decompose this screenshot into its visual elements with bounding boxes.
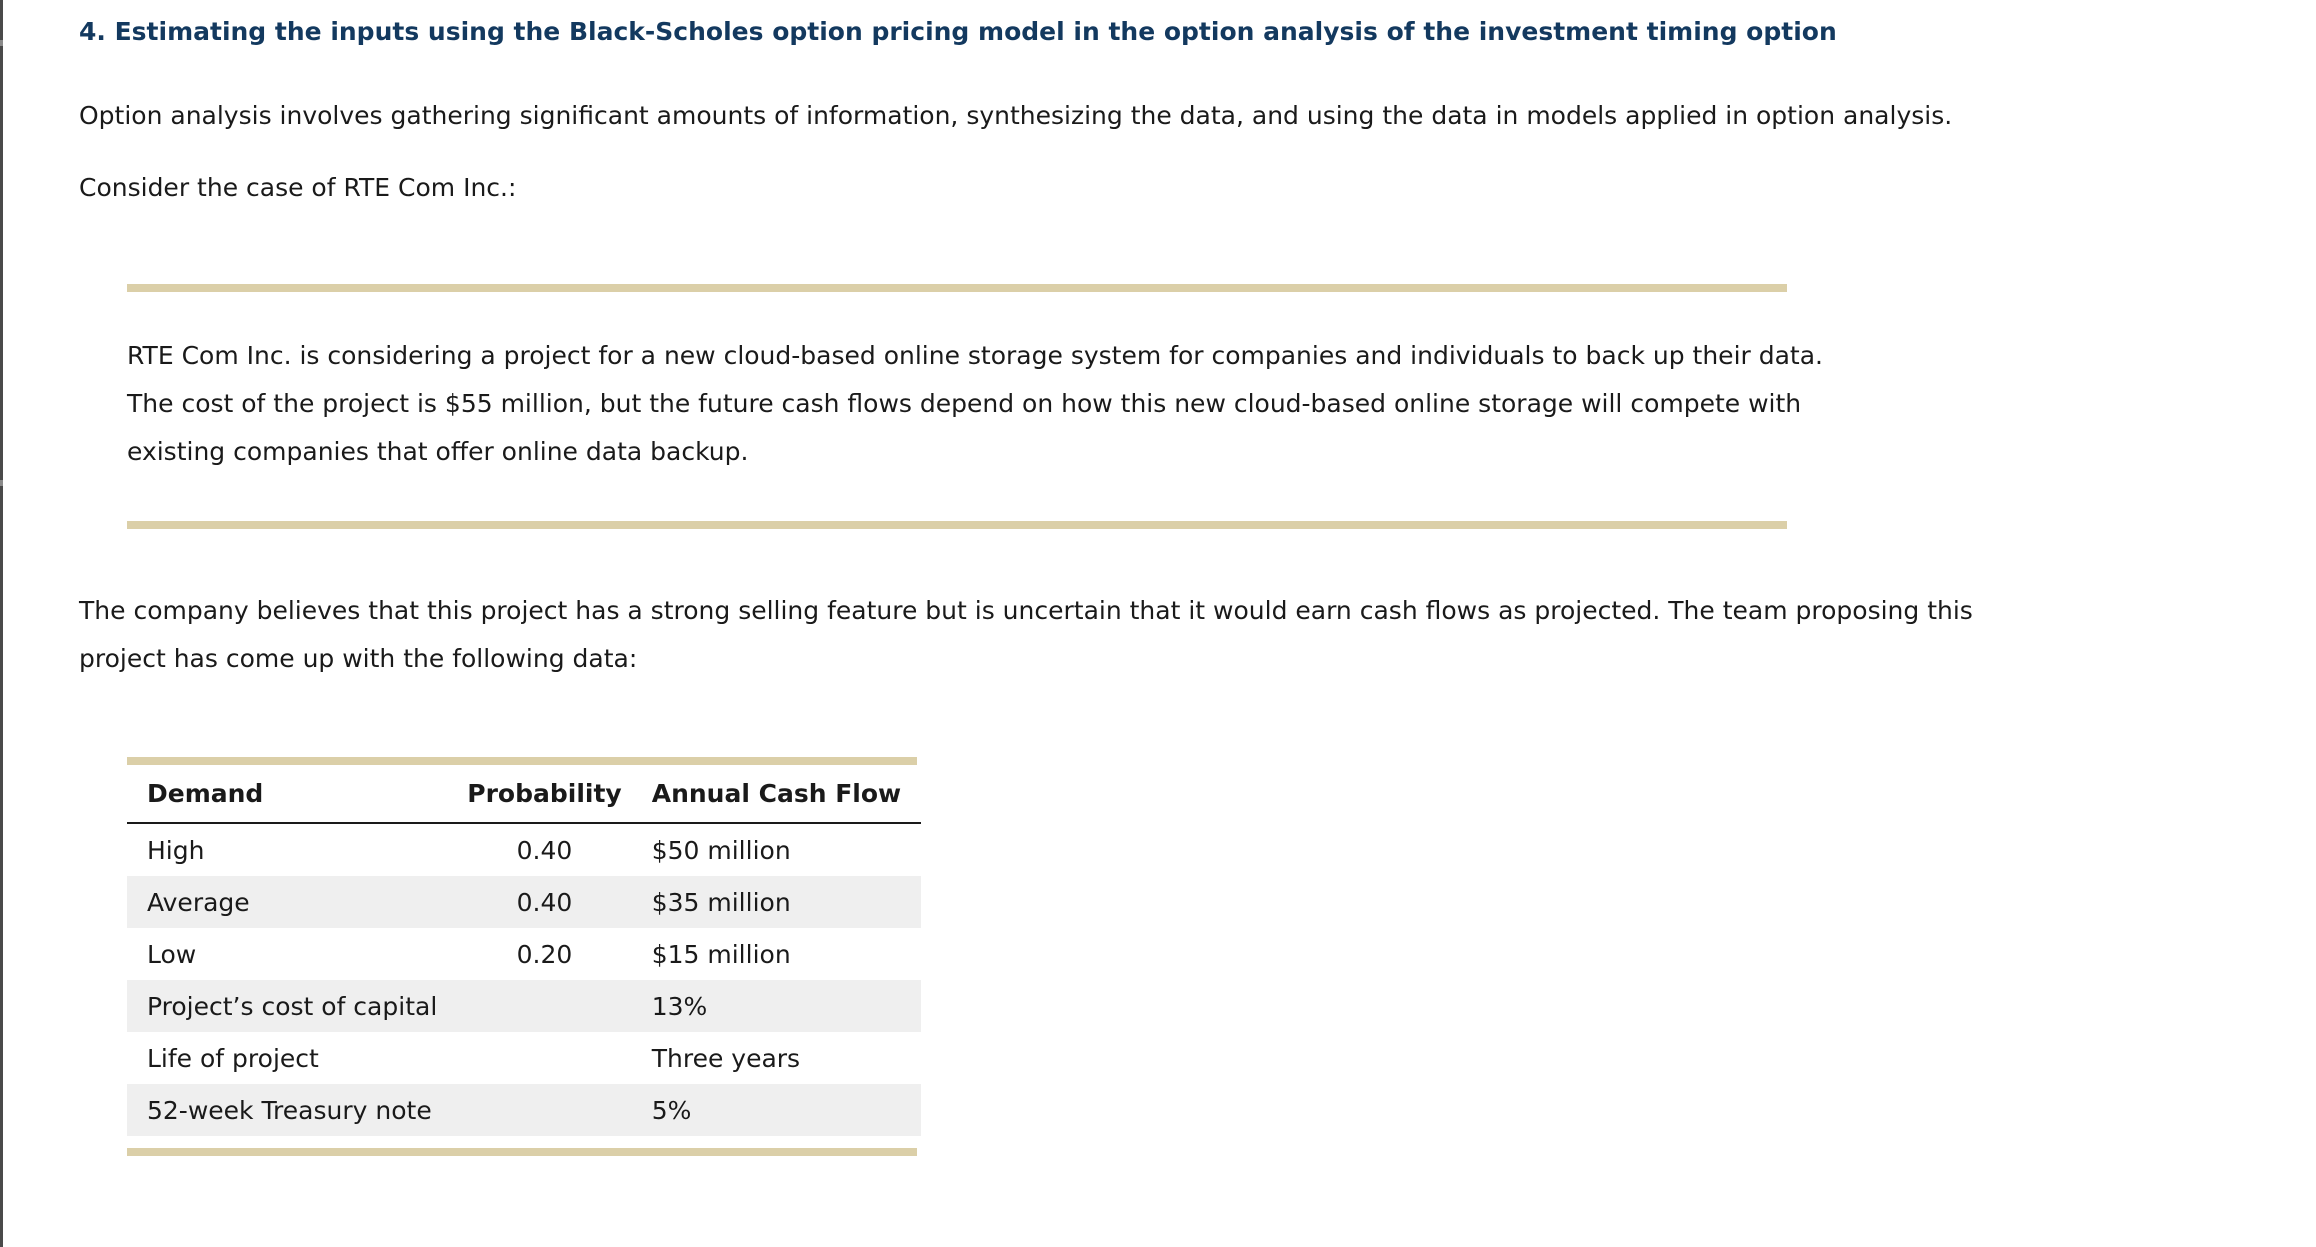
table-row [127, 928, 921, 980]
header-annual-cash-flow: Annual Cash Flow [632, 765, 921, 823]
table-row [127, 876, 921, 928]
table-row [127, 823, 921, 876]
belief-line: project has come up with the following data: [79, 644, 638, 673]
cell-probability [457, 1032, 631, 1084]
belief-line: The company believes that this project has a strong selling feature but is uncertain that it would earn cash flows as projected. The team proposing this [79, 596, 1973, 625]
intro-paragraph: Option analysis involves gathering significant amounts of information, synthesizing the data, and using the data in models applied in option analysis. [79, 101, 1953, 130]
cell-probability [457, 980, 631, 1032]
case-line: existing companies that offer online data backup. [127, 437, 749, 466]
case-top-rule [127, 284, 1787, 292]
left-border-tick [0, 480, 3, 486]
case-line: The cost of the project is $55 million, but the future cash flows depend on how this new cloud-based online storage will compete with [127, 389, 1802, 418]
cell-cash-flow: Three years [651, 1043, 801, 1073]
header-probability: Probability [457, 765, 631, 823]
cell-probability: 0.20 [516, 939, 573, 969]
cell-cash-flow: $50 million [651, 835, 791, 865]
cell-demand: 52-week Treasury note [127, 1084, 457, 1136]
case-bottom-rule [127, 521, 1787, 529]
table-row [127, 1032, 921, 1084]
cell-probability [457, 1084, 631, 1136]
cell-demand: Project’s cost of capital [127, 980, 457, 1032]
question-heading: 4. Estimating the inputs using the Black-Scholes option pricing model in the option analysis of the investment timing option [79, 17, 1837, 46]
cell-cash-flow: $15 million [651, 939, 791, 969]
consider-paragraph: Consider the case of RTE Com Inc.: [79, 173, 517, 202]
table-top-rule [127, 757, 917, 765]
cell-demand: High [147, 835, 205, 865]
cell-demand: Life of project [147, 1043, 319, 1073]
cell-probability: 0.40 [457, 876, 631, 928]
belief-paragraph [79, 587, 1973, 683]
cell-cash-flow: $35 million [632, 876, 921, 928]
table-row [127, 1084, 921, 1136]
cell-cash-flow: 5% [632, 1084, 921, 1136]
case-description-box [127, 284, 1823, 529]
cell-probability: 0.40 [516, 835, 573, 865]
cell-cash-flow: 13% [632, 980, 921, 1032]
cell-demand: Average [127, 876, 457, 928]
project-data-table-container [127, 757, 917, 1156]
table-header-row [127, 765, 921, 823]
table-bottom-rule [127, 1148, 917, 1156]
cell-demand: Low [147, 939, 197, 969]
header-demand: Demand [127, 765, 457, 823]
left-border-tick [0, 40, 3, 46]
table-row [127, 980, 921, 1032]
left-border-line [0, 0, 3, 1247]
case-text [127, 332, 1823, 476]
case-line: RTE Com Inc. is considering a project for a new cloud-based online storage system for companies and individuals to back up their data. [127, 341, 1823, 370]
project-data-table [127, 765, 921, 1136]
